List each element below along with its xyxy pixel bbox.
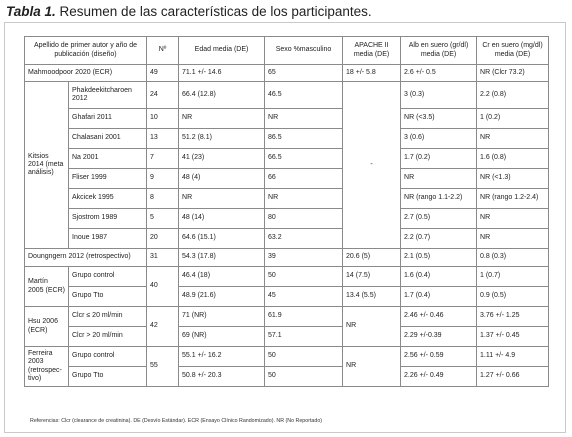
cell-alb: NR (<3.5) xyxy=(401,109,477,129)
cell-alb: NR xyxy=(401,169,477,189)
table-row xyxy=(25,189,549,209)
cell-alb: 1.6 (0.4) xyxy=(401,267,477,287)
cell-sex: 65 xyxy=(265,65,343,82)
cell-apache: NR xyxy=(343,347,401,387)
substudy-name: Fliser 1999 xyxy=(69,169,147,189)
cell-cr: 1 (0.7) xyxy=(477,267,549,287)
cell-n: 49 xyxy=(147,65,179,82)
study-name: Martín 2005 (ECR) xyxy=(25,267,69,307)
table-row xyxy=(25,249,549,267)
cell-sex: 80 xyxy=(265,209,343,229)
table-row xyxy=(25,229,549,249)
cell-age: 71.1 +/- 14.6 xyxy=(179,65,265,82)
cell-n: 10 xyxy=(147,109,179,129)
cell-cr: 3.76 +/- 1.25 xyxy=(477,307,549,327)
table-row xyxy=(25,267,549,287)
cell-n: 40 xyxy=(147,267,179,307)
cell-age: 46.4 (18) xyxy=(179,267,265,287)
cell-age: 51.2 (8.1) xyxy=(179,129,265,149)
table-row xyxy=(25,209,549,229)
table-caption xyxy=(6,4,372,19)
study-name: Kitsios 2014 (meta análisis) xyxy=(25,82,69,249)
cell-n: 55 xyxy=(147,347,179,387)
cell-sex: 50 xyxy=(265,267,343,287)
substudy-name: Grupo Tto xyxy=(69,287,147,307)
cell-n: 20 xyxy=(147,229,179,249)
cell-cr: 0.8 (0.3) xyxy=(477,249,549,267)
cell-alb: 2.56 +/- 0.59 xyxy=(401,347,477,367)
substudy-name: Clcr ≤ 20 ml/min xyxy=(69,307,147,327)
header-age: Edad media (DE) xyxy=(179,37,265,65)
cell-sex: 50 xyxy=(265,347,343,367)
cell-cr: NR xyxy=(477,209,549,229)
substudy-name: Grupo control xyxy=(69,267,147,287)
cell-n: 9 xyxy=(147,169,179,189)
cell-sex: 66 xyxy=(265,169,343,189)
substudy-name: Akcicek 1995 xyxy=(69,189,147,209)
substudy-name: Grupo control xyxy=(69,347,147,367)
table-row xyxy=(25,347,549,367)
footnote: Referencias: Clcr (clearance de creatinina). DE (Desvío Estándar). ECR (Ensayo Clínico Randomizado). NR (No Reportado) xyxy=(30,418,323,424)
cell-sex: 57.1 xyxy=(265,327,343,347)
cell-n: 7 xyxy=(147,149,179,169)
cell-age: 66.4 (12.8) xyxy=(179,82,265,109)
substudy-name: Chalasani 2001 xyxy=(69,129,147,149)
cell-age: NR xyxy=(179,109,265,129)
cell-alb: 2.6 +/- 0.5 xyxy=(401,65,477,82)
cell-age: 55.1 +/- 16.2 xyxy=(179,347,265,367)
table-row xyxy=(25,109,549,129)
table-title: Resumen de las características de los participantes. xyxy=(55,4,372,19)
header-n: Nº xyxy=(147,37,179,65)
cell-alb: 2.7 (0.5) xyxy=(401,209,477,229)
study-name: Doungngern 2012 (retrospectivo) xyxy=(25,249,147,267)
table-row xyxy=(25,307,549,327)
substudy-name: Clcr > 20 ml/min xyxy=(69,327,147,347)
cell-sex: 50 xyxy=(265,367,343,387)
cell-age: 69 (NR) xyxy=(179,327,265,347)
cell-age: 64.6 (15.1) xyxy=(179,229,265,249)
table-row xyxy=(25,65,549,82)
cell-age: 71 (NR) xyxy=(179,307,265,327)
cell-alb: 3 (0.6) xyxy=(401,129,477,149)
cell-alb: 1.7 (0.2) xyxy=(401,149,477,169)
cell-alb: 1.7 (0.4) xyxy=(401,287,477,307)
cell-alb: 2.29 +/-0.39 xyxy=(401,327,477,347)
cell-apache: 14 (7.5) xyxy=(343,267,401,287)
cell-cr: 1.37 +/- 0.45 xyxy=(477,327,549,347)
cell-age: 48 (4) xyxy=(179,169,265,189)
study-name: Mahmoodpoor 2020 (ECR) xyxy=(25,65,147,82)
cell-sex: NR xyxy=(265,109,343,129)
cell-cr: 2.2 (0.8) xyxy=(477,82,549,109)
cell-n: 13 xyxy=(147,129,179,149)
cell-cr: 1.6 (0.8) xyxy=(477,149,549,169)
cell-n: 8 xyxy=(147,189,179,209)
cell-cr: NR (rango 1.2-2.4) xyxy=(477,189,549,209)
table-row xyxy=(25,149,549,169)
cell-n: 31 xyxy=(147,249,179,267)
cell-apache: 18 +/- 5.8 xyxy=(343,65,401,82)
table-row xyxy=(25,287,549,307)
cell-cr: NR xyxy=(477,129,549,149)
cell-alb: 2.26 +/- 0.49 xyxy=(401,367,477,387)
study-name: Ferreira 2003 (retrospec-tivo) xyxy=(25,347,69,387)
substudy-name: Na 2001 xyxy=(69,149,147,169)
cell-age: 54.3 (17.8) xyxy=(179,249,265,267)
cell-age: 48 (14) xyxy=(179,209,265,229)
cell-age: NR xyxy=(179,189,265,209)
table-row xyxy=(25,327,549,347)
cell-sex: 61.9 xyxy=(265,307,343,327)
cell-apache: 20.6 (5) xyxy=(343,249,401,267)
table-row xyxy=(25,367,549,387)
cell-age: 48.9 (21.6) xyxy=(179,287,265,307)
substudy-name: Ghafari 2011 xyxy=(69,109,147,129)
cell-alb: NR (rango 1.1-2.2) xyxy=(401,189,477,209)
cell-cr: NR (<1.3) xyxy=(477,169,549,189)
cell-cr: NR (Clcr 73.2) xyxy=(477,65,549,82)
participants-table xyxy=(24,36,549,387)
header-row xyxy=(25,37,549,65)
cell-sex: 46.5 xyxy=(265,82,343,109)
cell-sex: 86.5 xyxy=(265,129,343,149)
substudy-name: Inoue 1987 xyxy=(69,229,147,249)
cell-alb: 2.2 (0.7) xyxy=(401,229,477,249)
cell-n: 5 xyxy=(147,209,179,229)
header-study: Apellido de primer autor y año de publicación (diseño) xyxy=(25,37,147,65)
cell-alb: 3 (0.3) xyxy=(401,82,477,109)
substudy-name: Grupo Tto xyxy=(69,367,147,387)
header-cr: Cr en suero (mg/dl) media (DE) xyxy=(477,37,549,65)
study-name: Hsu 2006 (ECR) xyxy=(25,307,69,347)
cell-sex: 63.2 xyxy=(265,229,343,249)
table-row xyxy=(25,129,549,149)
cell-age: 50.8 +/- 20.3 xyxy=(179,367,265,387)
table-row xyxy=(25,169,549,189)
cell-cr: 1 (0.2) xyxy=(477,109,549,129)
cell-alb: 2.1 (0.5) xyxy=(401,249,477,267)
substudy-name: Sjostrom 1989 xyxy=(69,209,147,229)
header-sex: Sexo %masculino xyxy=(265,37,343,65)
header-apache: APACHE II media (DE) xyxy=(343,37,401,65)
cell-cr: 1.11 +/- 4.9 xyxy=(477,347,549,367)
cell-cr: NR xyxy=(477,229,549,249)
header-alb: Alb en suero (gr/dl) media (DE) xyxy=(401,37,477,65)
table-number: Tabla 1. xyxy=(6,4,56,19)
table-row xyxy=(25,82,549,109)
cell-apache: 13.4 (5.5) xyxy=(343,287,401,307)
cell-apache: NR xyxy=(343,307,401,347)
cell-n: 42 xyxy=(147,307,179,347)
cell-cr: 1.27 +/- 0.66 xyxy=(477,367,549,387)
cell-alb: 2.46 +/- 0.46 xyxy=(401,307,477,327)
cell-sex: 45 xyxy=(265,287,343,307)
cell-cr: 0.9 (0.5) xyxy=(477,287,549,307)
cell-sex: 66.5 xyxy=(265,149,343,169)
cell-n: 24 xyxy=(147,82,179,109)
cell-sex: NR xyxy=(265,189,343,209)
cell-sex: 39 xyxy=(265,249,343,267)
cell-apache: - xyxy=(343,82,401,249)
substudy-name: Phakdeekitcharoen 2012 xyxy=(69,82,147,109)
cell-age: 41 (23) xyxy=(179,149,265,169)
